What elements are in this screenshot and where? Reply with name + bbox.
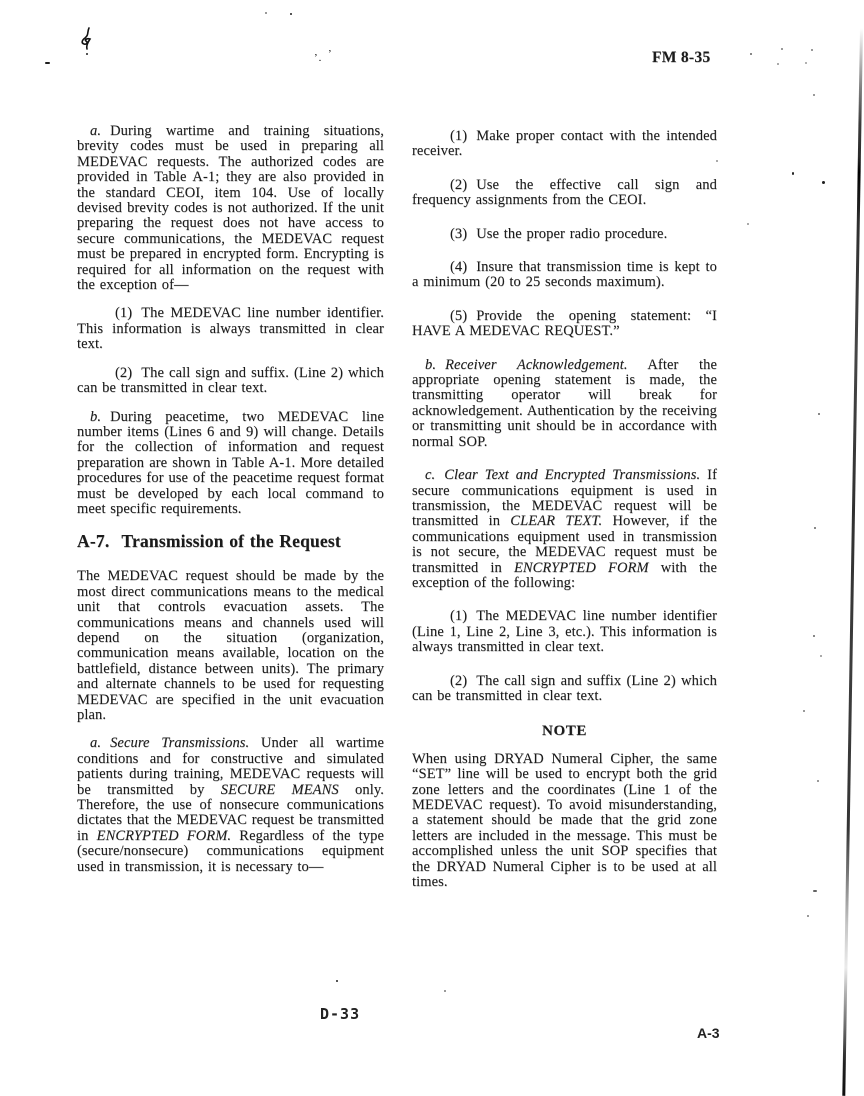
list-item-4	[412, 260, 717, 291]
scan-speck	[803, 710, 805, 712]
scan-speck	[813, 94, 815, 96]
emphasis-secure-means: SECURE MEANS	[220, 781, 339, 798]
list-item-text: Use the effective call sign and frequency assignments from the CEOI.	[412, 176, 717, 209]
scan-speck	[817, 780, 819, 782]
paragraph-text: with the exception of the following:	[412, 559, 717, 591]
list-marker-4: (4)	[450, 259, 468, 276]
list-marker-b: b.	[425, 356, 437, 373]
list-marker-2: (2)	[450, 176, 468, 193]
list-item-text: Insure that transmission time is kept to a minimum (20 to 25 seconds maximum).	[412, 259, 717, 291]
page-number-d33: D-33	[320, 1005, 361, 1023]
paragraph-a-secure-transmissions	[77, 736, 384, 875]
paragraph-a-brevity-codes	[77, 124, 384, 293]
scan-speck	[265, 12, 267, 14]
paragraph-text: During peacetime, two MEDEVAC line number items (Lines 6 and 9) will change. Details for the collection of information and request preparation are shown in Table A-1. More detailed procedures for use of the peacetime request format must be developed by each local command to meet specific requirements.	[77, 408, 384, 517]
scan-speck	[716, 160, 718, 162]
section-heading-a7	[77, 531, 384, 551]
paragraph-transmission-body	[77, 569, 384, 723]
list-marker-b: b.	[90, 408, 102, 425]
ink-scribble	[78, 26, 96, 54]
list-item-text: Use the proper radio procedure.	[476, 225, 668, 242]
ink-fleck: ’	[328, 48, 332, 60]
scan-speck	[813, 890, 817, 892]
list-item-text: The call sign and suffix. (Line 2) which can be transmitted in clear text.	[77, 364, 384, 397]
list-marker-1: (1)	[115, 305, 133, 322]
scan-speck	[747, 223, 749, 225]
scan-speck	[290, 13, 292, 15]
page-number-a3: A-3	[697, 1025, 720, 1041]
list-marker-a: a.	[90, 123, 102, 139]
list-item-2	[412, 178, 717, 209]
list-marker-3: (3)	[450, 225, 468, 242]
paragraph-text: If secure communications equipment is used in transmission, the MEDEVAC request will be transmitted in	[412, 467, 717, 530]
scan-edge-line	[842, 28, 862, 1096]
emphasis-encrypted-form: ENCRYPTED FORM	[513, 559, 649, 576]
scan-speck	[820, 655, 822, 657]
paragraph-b-peacetime	[77, 410, 384, 518]
paragraph-text: During wartime and training situations, brevity codes must be used in preparing all MEDEVAC requests. The authorized codes are provided in Table A-1; they are also provided in the standard CEOI, item 104. Use of locally devised brevity codes is not authorized. If the unit preparing the request does not have access to secure communications, the MEDEVAC request must be prepared in encrypted form. Encrypting is required for all information on the request with the exception of—	[77, 123, 384, 294]
doc-number: FM 8-35	[652, 49, 711, 66]
scan-speck	[805, 62, 807, 64]
list-item-2	[77, 366, 384, 397]
list-item-3	[412, 227, 717, 242]
list-marker-c: c.	[425, 467, 436, 484]
paragraph-text: When using DRYAD Numeral Cipher, the same “SET” line will be used to encrypt both the grid zone letters and the coordinates (Line 1 of the MEDEVAC request). To avoid misunderstanding, a statement should be made that the grid zone letters are included in the message. This must be accomplished unless the unit SOP specifies that the DRYAD Numeral Cipher is to be used at all times.	[412, 750, 717, 891]
list-item-text: The call sign and suffix (Line 2) which can be transmitted in clear text.	[412, 672, 717, 704]
right-column	[412, 129, 717, 908]
scan-speck	[807, 915, 809, 917]
list-item-text: The MEDEVAC line number identifier (Line 1, Line 2, Line 3, etc.). This information is always transmitted in clear text.	[412, 608, 717, 656]
run-in-heading: Clear Text and Encrypted Transmissions.	[444, 467, 701, 484]
list-item-c2	[412, 674, 717, 705]
list-marker-a: a.	[90, 735, 102, 752]
section-number: A-7.	[77, 531, 110, 552]
emphasis-clear-text: CLEAR TEXT.	[510, 513, 603, 530]
scan-speck	[777, 63, 779, 65]
list-marker-1: (1)	[450, 128, 468, 144]
paragraph-text: However, if the communications equipment used in transmission is not secure, the MEDEVAC request must be transmitted in	[412, 513, 717, 576]
list-item-text: Provide the opening statement: “I HAVE A MEDEVAC REQUEST.”	[412, 307, 717, 340]
paragraph-text: After the appropriate opening statement is made, the transmitting operator will break for acknowledgement. Authentication by the receiving or transmitting unit should be in accordance with normal SOP.	[412, 356, 717, 450]
list-item-text: The MEDEVAC line number identifier. This information is always transmitted in clear text.	[77, 305, 384, 353]
ink-fleck: ’ .	[314, 52, 322, 64]
paragraph-text: The MEDEVAC request should be made by the most direct communications means to the medical unit that controls evacuation assets. The communications means and channels used will depend on the situation (organization, communication means available, location on the battlefield, distance between units). The primary and alternate channels to be used for requesting MEDEVAC are specified in the unit evacuation plan.	[77, 568, 384, 723]
note-heading: NOTE	[542, 723, 587, 740]
scan-speck	[811, 49, 813, 51]
emphasis-encrypted-form: ENCRYPTED FORM.	[96, 827, 232, 844]
scan-speck	[822, 181, 825, 184]
left-column	[77, 124, 384, 888]
run-in-heading: Secure Transmissions.	[110, 735, 250, 752]
paragraph-b-receiver-acknowledgement	[412, 358, 717, 450]
paragraph-text: Under all wartime conditions and for constructive and simulated patients during training, MEDEVAC requests will be transmitted by	[77, 735, 384, 798]
scan-speck	[813, 635, 815, 637]
paragraph-text: only. Therefore, the use of nonsecure communications dictates that the MEDEVAC request be transmitted in	[77, 781, 384, 844]
section-title: Transmission of the Request	[121, 531, 341, 552]
list-item-1	[77, 306, 384, 352]
note-paragraph	[412, 752, 717, 891]
scan-speck	[336, 980, 338, 982]
list-item-text: Make proper contact with the intended receiver.	[412, 128, 717, 160]
list-item-5	[412, 309, 717, 340]
scan-speck	[45, 62, 50, 64]
list-marker-2: (2)	[450, 672, 468, 689]
paragraph-text: Regardless of the type (secure/nonsecure) communications equipment used in transmission, it is necessary to—	[77, 827, 384, 875]
list-marker-5: (5)	[450, 307, 468, 324]
list-marker-2: (2)	[115, 364, 133, 381]
list-item-1	[412, 129, 717, 160]
scan-speck	[814, 527, 816, 529]
scan-speck	[86, 53, 88, 55]
list-marker-1: (1)	[450, 608, 468, 625]
scan-speck	[792, 172, 794, 175]
scan-speck	[750, 53, 752, 55]
scan-speck	[818, 413, 820, 415]
list-item-c1	[412, 609, 717, 655]
scan-speck	[444, 990, 446, 992]
run-in-heading: Receiver Acknowledgement.	[445, 356, 628, 373]
paragraph-c-clear-text-encrypted	[412, 468, 717, 591]
scan-speck	[781, 48, 783, 50]
